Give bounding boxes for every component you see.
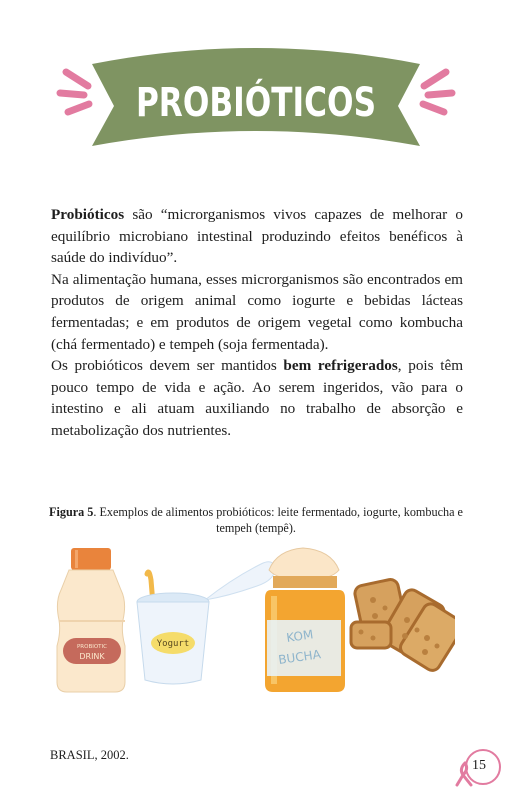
- body-text: [51, 204, 463, 442]
- source-reference: BRASIL, 2002.: [50, 748, 129, 762]
- paragraph-storage: Os probióticos devem ser mantidos bem refrigerados, pois têm pouco tempo de vida e ação. Ao serem ingeridos, vão para o intestino e ali atuam auxiliando no trabalho de absorção e metabolização dos nutrientes.: [51, 357, 464, 439]
- probiotic-foods-illustration: [55, 546, 455, 696]
- page-number: 15: [472, 758, 486, 773]
- yogurt-label: Yogurt: [156, 639, 190, 649]
- figure-caption: Figura 5. Exemplos de alimentos probióticos: leite fermentado, iogurte, kombucha e tempeh (tempê).: [49, 505, 463, 535]
- tempeh-icon: [351, 578, 455, 673]
- probiotic-drink-bottle-icon: [57, 548, 125, 692]
- paragraph-sources: Na alimentação humana, esses microrganismos são encontrados em produtos de origem animal como iogurte e bebidas lácteas fermentadas; e em produtos de origem vegetal como kombucha (chá fermentado) e tempeh (soja fermentada).: [51, 270, 463, 353]
- yogurt-cup-icon: [137, 562, 275, 684]
- page-title: PROBIÓTICOS: [135, 80, 377, 126]
- kombucha-label-line1: KOM: [285, 627, 315, 645]
- kombucha-label-line2: BUCHA: [277, 647, 322, 667]
- figure-label: Figura 5: [49, 505, 94, 519]
- paragraph-definition: Probióticos são “microrganismos vivos capazes de melhorar o equilíbrio microbiano intestinal produzindo efeitos benéficos à saúde do indivíduo”.: [51, 206, 463, 267]
- drink-label-line1: PROBIOTIC: [76, 644, 108, 650]
- drink-label-line2: DRINK: [79, 652, 105, 661]
- term-probioticos: Probióticos: [51, 206, 125, 223]
- kombucha-jar-icon: [265, 548, 345, 692]
